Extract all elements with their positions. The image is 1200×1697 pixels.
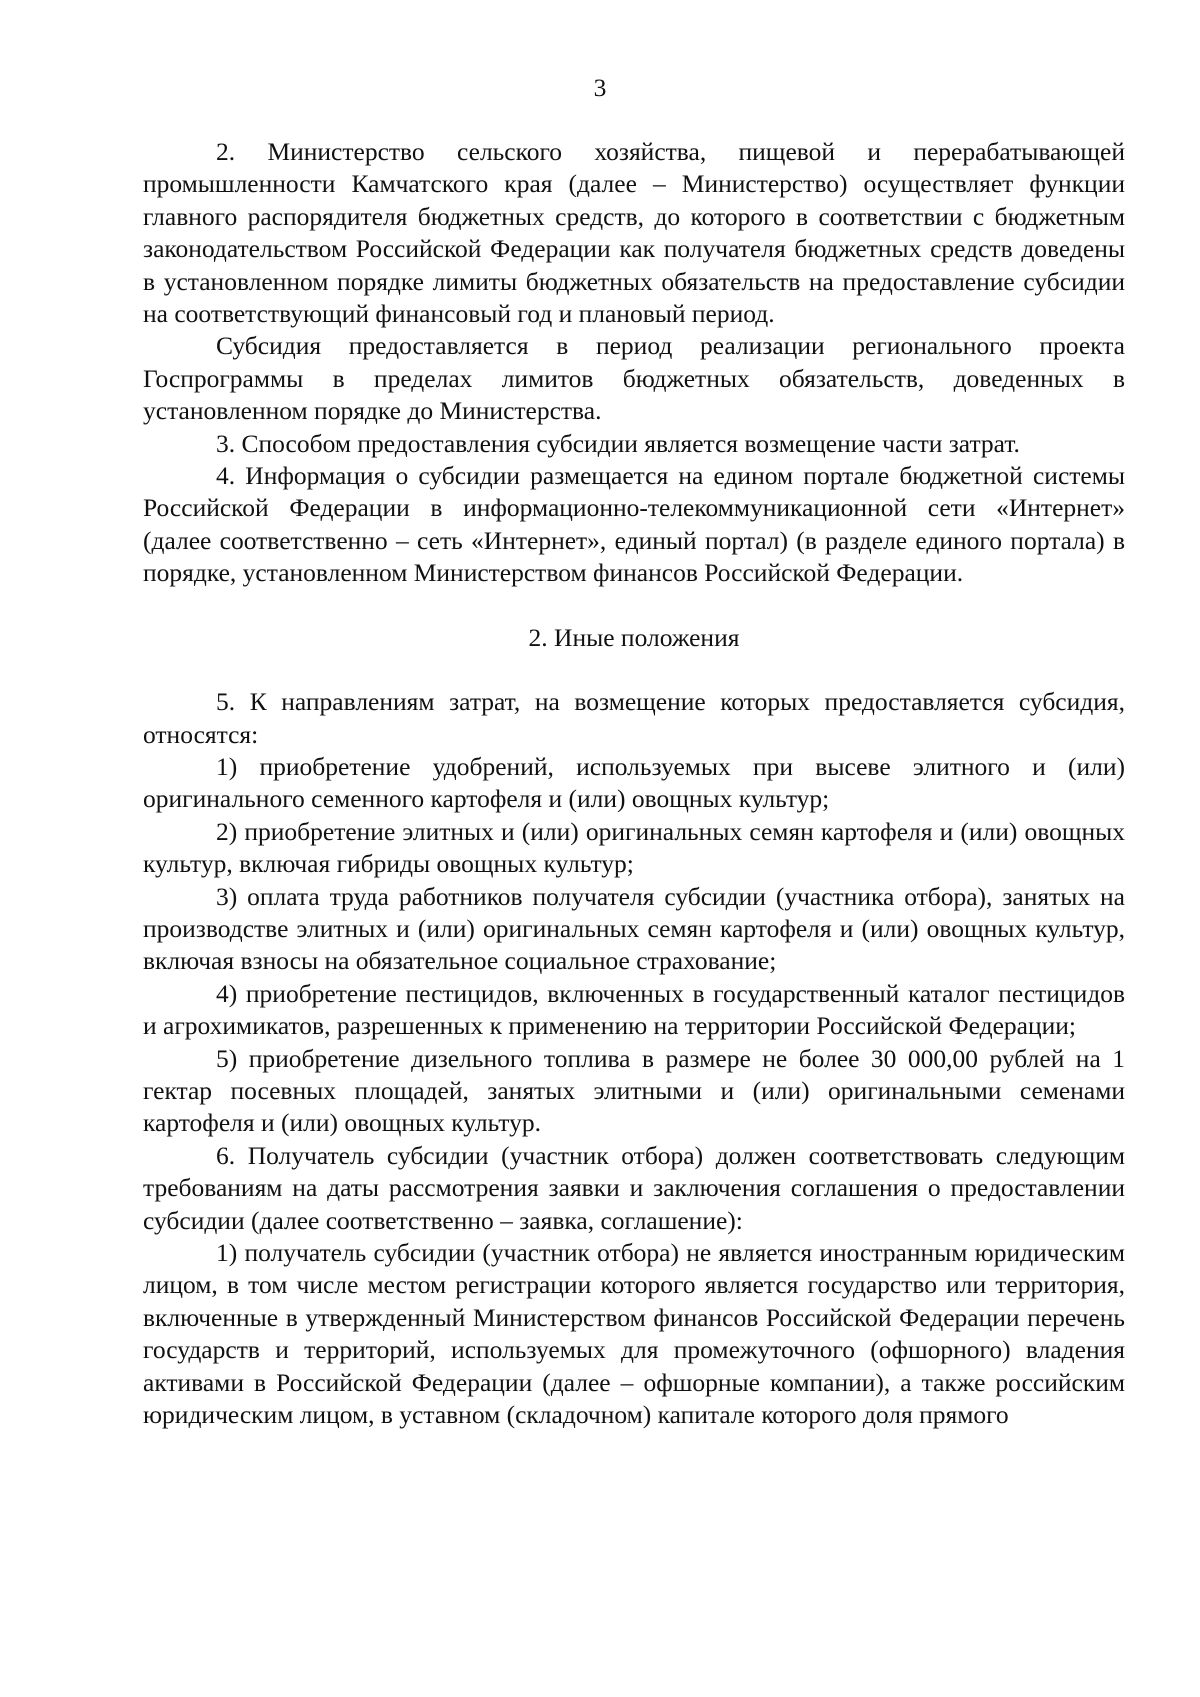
- paragraph-provision-method: 3. Способом предоставления субсидии является возмещение части затрат.: [216, 428, 1020, 458]
- list-item-diesel: 5) приобретение дизельного топлива в размере не более 30 000,00 рублей на 1 гектар посевных площадей, занятых элитными и (или) оригинальными семенами картофеля и (или) овощных культур.: [143, 1043, 1125, 1138]
- paragraph-recipient-requirements: 6. Получатель субсидии (участник отбора) должен соответствовать следующим требованиям на даты рассмотрения заявки и заключения соглашения о предоставлении субсидии (далее соответственно – заявка, соглашение):: [143, 1140, 1125, 1235]
- list-item-pesticides: 4) приобретение пестицидов, включенных в государственный каталог пестицидов и агрохимикатов, разрешенных к применению на территории Российской Федерации;: [143, 978, 1125, 1041]
- section-heading: 2. Иные положения: [528, 622, 740, 652]
- list-item-not-foreign-entity: 1) получатель субсидии (участник отбора) не является иностранным юридическим лицом, в том числе местом регистрации которого является государство или территория, включенные в утвержденный Министерством финансов Российской Федерации перечень государств и территорий, используемых для промежуточного (офшорного) владения активами в Российской Федерации (далее – офшорные компании), а также российским юридическим лицом, в уставном (складочном) капитале которого доля прямого: [143, 1238, 1125, 1430]
- list-item-fertilizers: 1) приобретение удобрений, используемых при высеве элитного и (или) оригинального семенного картофеля и (или) овощных культур;: [143, 751, 1125, 814]
- paragraph-portal-info: 4. Информация о субсидии размещается на едином портале бюджетной системы Российской Федерации в информационно-телекоммуникационной сети «Интернет» (далее соответственно – сеть «Интернет», единый портал) (в разделе единого портала) в порядке, установленном Министерством финансов Российской Федерации.: [143, 461, 1125, 588]
- paragraph-ministry-role: 2. Министерство сельского хозяйства, пищевой и перерабатывающей промышленности Камчатского края (далее – Министерство) осуществляет функции главного распорядителя бюджетных средств, до которого в соответствии с бюджетным законодательством Российской Федерации как получателя бюджетных средств доведены в установленном порядке лимиты бюджетных обязательств на предоставление субсидии на соответствующий финансовый год и плановый период.: [143, 137, 1125, 329]
- list-item-seeds: 2) приобретение элитных и (или) оригинальных семян картофеля и (или) овощных культур, включая гибриды овощных культур;: [143, 816, 1125, 879]
- paragraph-subsidy-period: Субсидия предоставляется в период реализации регионального проекта Госпрограммы в пределах лимитов бюджетных обязательств, доведенных в установленном порядке до Министерства.: [143, 331, 1125, 426]
- document-body: [143, 136, 1125, 1431]
- page-number: 3: [593, 73, 607, 102]
- list-item-labor: 3) оплата труда работников получателя субсидии (участника отбора), занятых на производстве элитных и (или) оригинальных семян картофеля и (или) овощных культур, включая взносы на обязательное социальное страхование;: [143, 881, 1125, 976]
- paragraph-cost-directions: 5. К направлениям затрат, на возмещение которых предоставляется субсидия, относятся:: [143, 687, 1125, 749]
